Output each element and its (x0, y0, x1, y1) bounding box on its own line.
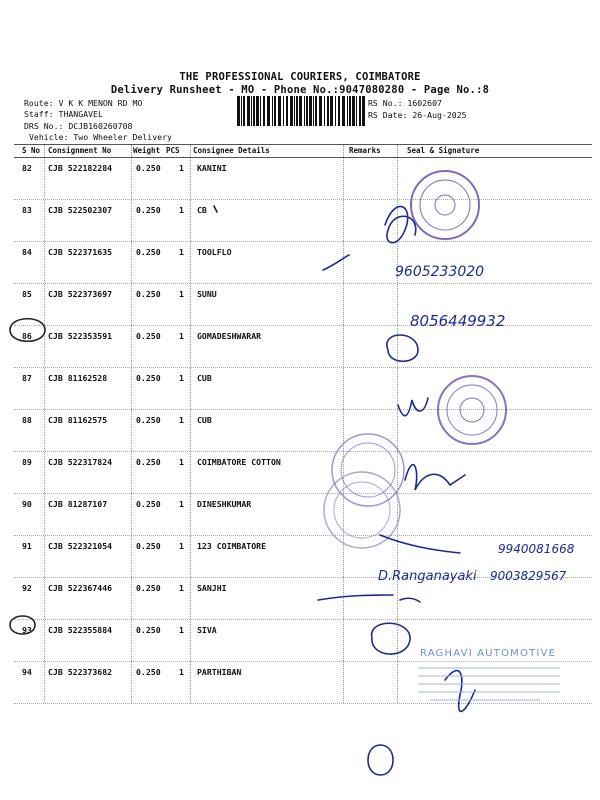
signature-scribble (372, 623, 410, 654)
row-consignee: DINESHKUMAR (197, 499, 252, 509)
row-sno: 84 (22, 247, 32, 257)
row-weight: 0.250 (136, 499, 161, 509)
signature-scribble (368, 745, 393, 775)
handwritten-phone: 9003829567 (490, 569, 567, 583)
handwritten-phone: 9605233020 (395, 264, 485, 280)
row-weight: 0.250 (136, 289, 161, 299)
row-consignment-no: CJB 522371635 (48, 247, 113, 257)
row-consignment-no: CJB 522502307 (48, 205, 113, 215)
vehicle-label: Vehicle: Two Wheeler Delivery (29, 132, 172, 142)
row-weight: 0.250 (136, 583, 161, 593)
row-weight: 0.250 (136, 457, 161, 467)
row-consignment-no: CJB 522355884 (48, 625, 113, 635)
row-pcs: 1 (179, 667, 184, 677)
row-consignment-no: CJB 81162575 (48, 415, 108, 425)
signature-scribble (387, 335, 418, 361)
row-consignment-no: CJB 522321054 (48, 541, 113, 551)
row-pcs: 1 (179, 625, 184, 635)
row-consignee: 123 COIMBATORE (197, 541, 267, 551)
staff-label: Staff: THANGAVEL (24, 109, 103, 119)
row-pcs: 1 (179, 415, 184, 425)
runsheet-title: Delivery Runsheet - MO - Phone No.:9047080280 - Page No.:8 (110, 84, 490, 96)
signature-scribble (323, 255, 349, 270)
row-consignment-no: CJB 522353591 (48, 331, 113, 341)
row-consignment-no: CJB 522373682 (48, 667, 113, 677)
row-sno: 89 (22, 457, 32, 467)
row-consignee: SUNU (197, 289, 217, 299)
row-pcs: 1 (179, 499, 184, 509)
row-consignment-no: CJB 81287107 (48, 499, 108, 509)
row-consignment-no: CJB 81162528 (48, 373, 108, 383)
round-stamp (324, 472, 400, 548)
row-consignee: CUB (197, 415, 212, 425)
company-title: THE PROFESSIONAL COURIERS, COIMBATORE (179, 71, 421, 83)
row-sno: 91 (22, 541, 32, 551)
row-pcs: 1 (179, 541, 184, 551)
row-weight: 0.250 (136, 541, 161, 551)
rs-number: RS No.: 1602607 (368, 98, 442, 108)
rs-date: RS Date: 26-Aug-2025 (368, 110, 467, 120)
row-consignee: KANINI (197, 163, 227, 173)
row-pcs: 1 (179, 205, 184, 215)
row-consignee: TOOLFLO (197, 247, 232, 257)
row-circle-mark (10, 616, 35, 634)
row-weight: 0.250 (136, 667, 161, 677)
handwritten-phone: 9940081668 (498, 542, 575, 556)
round-stamp (411, 171, 479, 239)
row-pcs: 1 (179, 331, 184, 341)
row-sno: 88 (22, 415, 32, 425)
row-weight: 0.250 (136, 373, 161, 383)
row-sno: 86 (22, 331, 32, 341)
row-consignment-no: CJB 522182284 (48, 163, 113, 173)
route-label: Route: V K K MENON RD MO (24, 98, 143, 108)
row-sno: 85 (22, 289, 32, 299)
row-consignment-no: CJB 522317824 (48, 457, 113, 467)
signature-scribble (380, 535, 460, 553)
row-consignment-no: CJB 522367446 (48, 583, 113, 593)
row-consignee: COIMBATORE COTTON (197, 457, 281, 467)
row-weight: 0.250 (136, 205, 161, 215)
row-sno: 90 (22, 499, 32, 509)
row-weight: 0.250 (136, 163, 161, 173)
company-stamp (418, 648, 560, 700)
row-circle-mark (10, 319, 45, 342)
signature-scribble (405, 465, 465, 490)
signature-scribble (398, 398, 428, 416)
row-sno: 82 (22, 163, 32, 173)
round-stamp (438, 376, 506, 444)
row-pcs: 1 (179, 583, 184, 593)
row-weight: 0.250 (136, 247, 161, 257)
row-sno: 93 (22, 625, 32, 635)
col-sno: S No (22, 146, 41, 155)
col-remarks: Remarks (349, 146, 381, 155)
col-seal: Seal & Signature (407, 146, 480, 155)
col-weight: Weight (133, 146, 161, 155)
row-consignee: CUB (197, 373, 212, 383)
row-consignee: PARTHIBAN (197, 667, 242, 677)
signature-scribble (445, 671, 475, 712)
col-pcs: PCS (166, 146, 180, 155)
row-pcs: 1 (179, 289, 184, 299)
row-pcs: 1 (179, 163, 184, 173)
handwritten-name: D.Ranganayaki (378, 569, 477, 584)
row-consignee: SANJHI (197, 583, 227, 593)
row-consignee: CB (197, 205, 207, 215)
row-weight: 0.250 (136, 625, 161, 635)
row-sno: 87 (22, 373, 32, 383)
row-sno: 92 (22, 583, 32, 593)
row-consignee: GOMADESHWARAR (197, 331, 262, 341)
signature-scribble (400, 598, 420, 602)
tick-mark (214, 206, 217, 212)
row-weight: 0.250 (136, 331, 161, 341)
row-pcs: 1 (179, 457, 184, 467)
drs-label: DRS No.: DCJB160260708 (24, 121, 133, 131)
round-stamp (332, 434, 404, 506)
signature-scribble (318, 595, 393, 600)
row-sno: 83 (22, 205, 32, 215)
handwritten-phone: 8056449932 (410, 312, 506, 330)
row-weight: 0.250 (136, 415, 161, 425)
row-pcs: 1 (179, 247, 184, 257)
col-consignment: Consignment No (48, 146, 112, 155)
col-consignee: Consignee Details (193, 146, 270, 155)
row-sno: 94 (22, 667, 32, 677)
stamp-company-name: RAGHAVI AUTOMOTIVE (420, 648, 557, 659)
row-pcs: 1 (179, 373, 184, 383)
row-consignee: SIVA (197, 625, 217, 635)
row-consignment-no: CJB 522373697 (48, 289, 113, 299)
